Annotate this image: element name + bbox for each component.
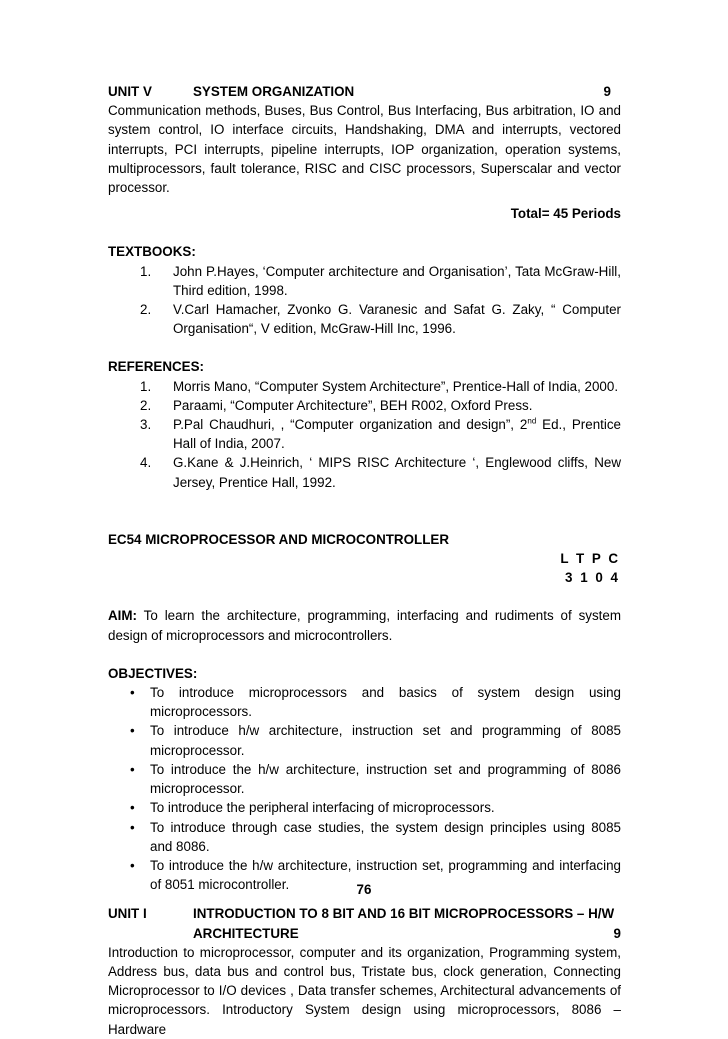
- aim-label: AIM:: [108, 608, 138, 624]
- list-item: 2. Paraami, “Computer Architecture”, BEH R002, Oxford Press.: [140, 397, 533, 413]
- course-title: EC54 MICROPROCESSOR AND MICROCONTROLLER: [108, 531, 449, 547]
- unit-title: INTRODUCTION TO 8 BIT AND 16 BIT MICROPROCESSORS – H/W ARCHITECTURE 9: [193, 904, 621, 942]
- objectives-heading: OBJECTIVES:: [108, 665, 198, 681]
- list-item: 1. John P.Hayes, ‘Computer architecture and Organisation’, Tata McGraw-Hill, Third edition, 1998.: [140, 263, 621, 298]
- aim-paragraph: AIM: To learn the architecture, programming, interfacing and rudiments of system design of microprocessors and microcontrollers.: [108, 608, 621, 643]
- list-item: 1. Morris Mano, “Computer System Architecture”, Prentice-Hall of India, 2000.: [140, 378, 619, 394]
- page-number: 76: [356, 882, 372, 897]
- list-item: • To introduce the h/w architecture, instruction set and programming of 8086 microprocessor.: [130, 761, 621, 797]
- unit-code: UNIT V: [108, 84, 152, 99]
- unit-title: SYSTEM ORGANIZATION: [193, 84, 355, 99]
- ltpc-values: 3 1 0 4: [565, 570, 620, 586]
- references-list: [108, 377, 621, 492]
- list-item: • To introduce h/w architecture, instruction set and programming of 8085 microprocessor.: [130, 723, 621, 758]
- list-item: • To introduce microprocessors and basics of system design using microprocessors.: [130, 685, 621, 720]
- unit-i-body: Introduction to microprocessor, computer and its organization, Programming system, Address bus, data bus and control bus, Tristate bus, clock generation, Connecting Microprocessor to I/O devices , Data transfer schemes, Architectural advancements of microprocessors. Introductory System design using microprocessors, 8086 – Hardware: [108, 944, 621, 1037]
- list-item: 3. P.Pal Chaudhuri, , “Computer organization and design”, 2nd Ed., Prentice Hall of India, 2007.: [140, 416, 622, 452]
- objectives-list: [108, 683, 621, 894]
- total-periods: Total= 45 Periods: [510, 206, 621, 222]
- references-heading: REFERENCES:: [108, 359, 204, 375]
- textbooks-heading: TEXTBOOKS:: [108, 244, 196, 260]
- unit-hours: 9: [613, 925, 621, 941]
- textbooks-list: [108, 262, 621, 339]
- unit-code: UNIT I: [108, 906, 147, 922]
- unit-hours: 9: [603, 84, 611, 99]
- list-item: • To introduce the peripheral interfacing of microprocessors.: [130, 800, 495, 816]
- unit-i-heading: [108, 904, 621, 942]
- unit-v-heading: [108, 82, 621, 101]
- ltpc-header: L T P C: [560, 551, 620, 567]
- list-item: • To introduce through case studies, the system design principles using 8085 and 8086.: [130, 819, 621, 854]
- list-item: 4. G.Kane & J.Heinrich, ‘ MIPS RISC Architecture ‘, Englewood cliffs, New Jersey, Prentice Hall, 1992.: [140, 455, 621, 490]
- list-item: 2. V.Carl Hamacher, Zvonko G. Varanesic and Safat G. Zaky, “ Computer Organisation“, V edition, McGraw-Hill Inc, 1996.: [140, 302, 621, 337]
- unit-v-body: Communication methods, Buses, Bus Control, Bus Interfacing, Bus arbitration, IO and system control, IO interface circuits, Handshaking, DMA and interrupts, vectored interrupts, PCI interrupts, pipeline interrupts, IOP organization, operation systems, multiprocessors, fault tolerance, RISC and CISC processors, Superscalar and vector processor.: [108, 103, 621, 196]
- list-item: • To introduce the h/w architecture, instruction set, programming and interfacing of 8051 microcontroller.: [130, 857, 621, 893]
